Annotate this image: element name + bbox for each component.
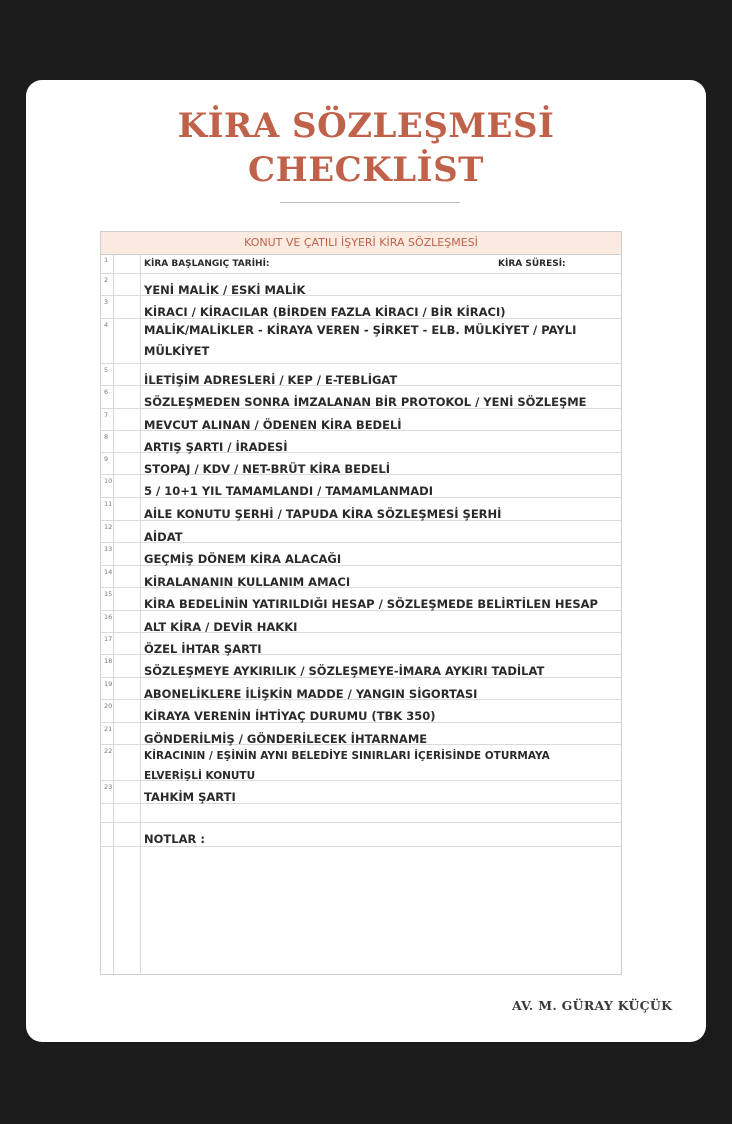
row-number: 23 — [104, 783, 113, 791]
checklist-item-text: ARTIŞ ŞARTI / İRADESİ — [144, 440, 288, 454]
table-row — [101, 431, 621, 453]
start-date-label: KİRA BAŞLANGIÇ TARİHİ: — [144, 259, 270, 269]
checklist-item-text: 5 / 10+1 YIL TAMAMLANDI / TAMAMLANMADI — [144, 484, 433, 498]
author-signature: AV. M. GÜRAY KÜÇÜK — [512, 998, 673, 1013]
checklist-item-text: SÖZLEŞMEYE AYKIRILIK / SÖZLEŞMEYE-İMARA AYKIRI TADİLAT — [144, 664, 545, 678]
checklist-item-text: ABONELİKLERE İLİŞKİN MADDE / YANGIN SİGORTASI — [144, 687, 478, 701]
checklist-item-text: KİRACININ / EŞİNİN AYNI BELEDİYE SINIRLARI İÇERİSİNDE OTURMAYA ELVERİŞLİ KONUTU — [144, 750, 550, 782]
table-row — [101, 655, 621, 678]
title-divider — [280, 202, 460, 203]
row-number: 8 — [104, 433, 109, 441]
page-title: KİRA SÖZLEŞMESİ — [177, 106, 555, 146]
duration-label: KİRA SÜRESİ: — [498, 259, 566, 269]
checklist-item-text: KİRACI / KİRACILAR (BİRDEN FAZLA KİRACI / BİR KİRACI) — [144, 305, 506, 319]
checklist-item-text: TAHKİM ŞARTI — [144, 790, 236, 804]
checklist-item-text: KİRALANANIN KULLANIM AMACI — [144, 575, 351, 589]
table-row — [101, 475, 621, 498]
table-row — [101, 386, 621, 409]
row-number: 9 — [104, 455, 109, 463]
table-row — [101, 409, 621, 431]
checklist-item-text: MALİK/MALİKLER - KİRAYA VEREN - ŞİRKET - ELB. MÜLKİYET / PAYLI MÜLKİYET — [144, 323, 577, 358]
checklist-item-text: ALT KİRA / DEVİR HAKKI — [144, 620, 298, 634]
notes-label: NOTLAR : — [144, 832, 205, 846]
table-row — [101, 588, 621, 611]
checklist-item-text: GEÇMİŞ DÖNEM KİRA ALACAĞI — [144, 552, 342, 566]
checklist-item-text: AİLE KONUTU ŞERHİ / TAPUDA KİRA SÖZLEŞMESİ ŞERHİ — [144, 507, 502, 521]
table-row — [101, 274, 621, 296]
row-number: 17 — [104, 635, 113, 643]
checklist-item-text: İLETİŞİM ADRESLERİ / KEP / E-TEBLİGAT — [144, 373, 398, 387]
row-number: 13 — [104, 545, 113, 553]
row-number: 22 — [104, 747, 113, 755]
checklist-item-text: KİRA BEDELİNİN YATIRILDIĞI HESAP / SÖZLEŞMEDE BELİRTİLEN HESAP — [144, 597, 598, 611]
row-number: 11 — [104, 500, 113, 508]
table-row — [101, 319, 621, 364]
table-row — [101, 296, 621, 319]
checklist-table — [100, 231, 622, 975]
page-subtitle: CHECKLİST — [248, 150, 484, 190]
table-row-empty — [101, 804, 621, 823]
row-number: 2 — [104, 276, 109, 284]
table-row — [101, 633, 621, 655]
row-number: 20 — [104, 702, 113, 710]
table-row — [101, 453, 621, 475]
row-number: 19 — [104, 680, 113, 688]
row-number: 7 — [104, 411, 109, 419]
row-number: 10 — [104, 477, 113, 485]
table-row — [101, 521, 621, 543]
table-row — [101, 700, 621, 723]
row-number: 1 — [104, 256, 109, 264]
notes-row — [101, 823, 621, 847]
table-row — [101, 781, 621, 804]
row-number: 5 — [104, 366, 109, 374]
row-number: 4 — [104, 321, 109, 329]
checklist-item-text: AİDAT — [144, 530, 183, 544]
checklist-item-text: ÖZEL İHTAR ŞARTI — [144, 642, 262, 656]
checklist-item-text: SÖZLEŞMEDEN SONRA İMZALANAN BİR PROTOKOL / YENİ SÖZLEŞME — [144, 395, 587, 409]
checklist-item-text: KİRAYA VERENİN İHTİYAÇ DURUMU (TBK 350) — [144, 709, 436, 723]
row-number: 12 — [104, 523, 113, 531]
checklist-item-text: MEVCUT ALINAN / ÖDENEN KİRA BEDELİ — [144, 418, 402, 432]
checklist-item-text: YENİ MALİK / ESKİ MALİK — [144, 283, 306, 297]
table-row — [101, 543, 621, 566]
checklist-item-text: GÖNDERİLMİŞ / GÖNDERİLECEK İHTARNAME — [144, 732, 428, 746]
row-number: 15 — [104, 590, 113, 598]
table-row — [101, 498, 621, 521]
row-number: 18 — [104, 657, 113, 665]
table-row — [101, 364, 621, 386]
checklist-item-text: STOPAJ / KDV / NET-BRÜT KİRA BEDELİ — [144, 462, 391, 476]
table-row-start-date — [101, 254, 621, 274]
table-row — [101, 566, 621, 588]
table-row — [101, 723, 621, 745]
row-number: 21 — [104, 725, 113, 733]
table-row — [101, 745, 621, 781]
table-row — [101, 611, 621, 633]
row-number: 14 — [104, 568, 113, 576]
row-number: 3 — [104, 298, 109, 306]
table-row — [101, 678, 621, 700]
row-number: 16 — [104, 613, 113, 621]
row-number: 6 — [104, 388, 109, 396]
table-header: KONUT VE ÇATILI İŞYERİ KİRA SÖZLEŞMESİ — [101, 232, 621, 255]
